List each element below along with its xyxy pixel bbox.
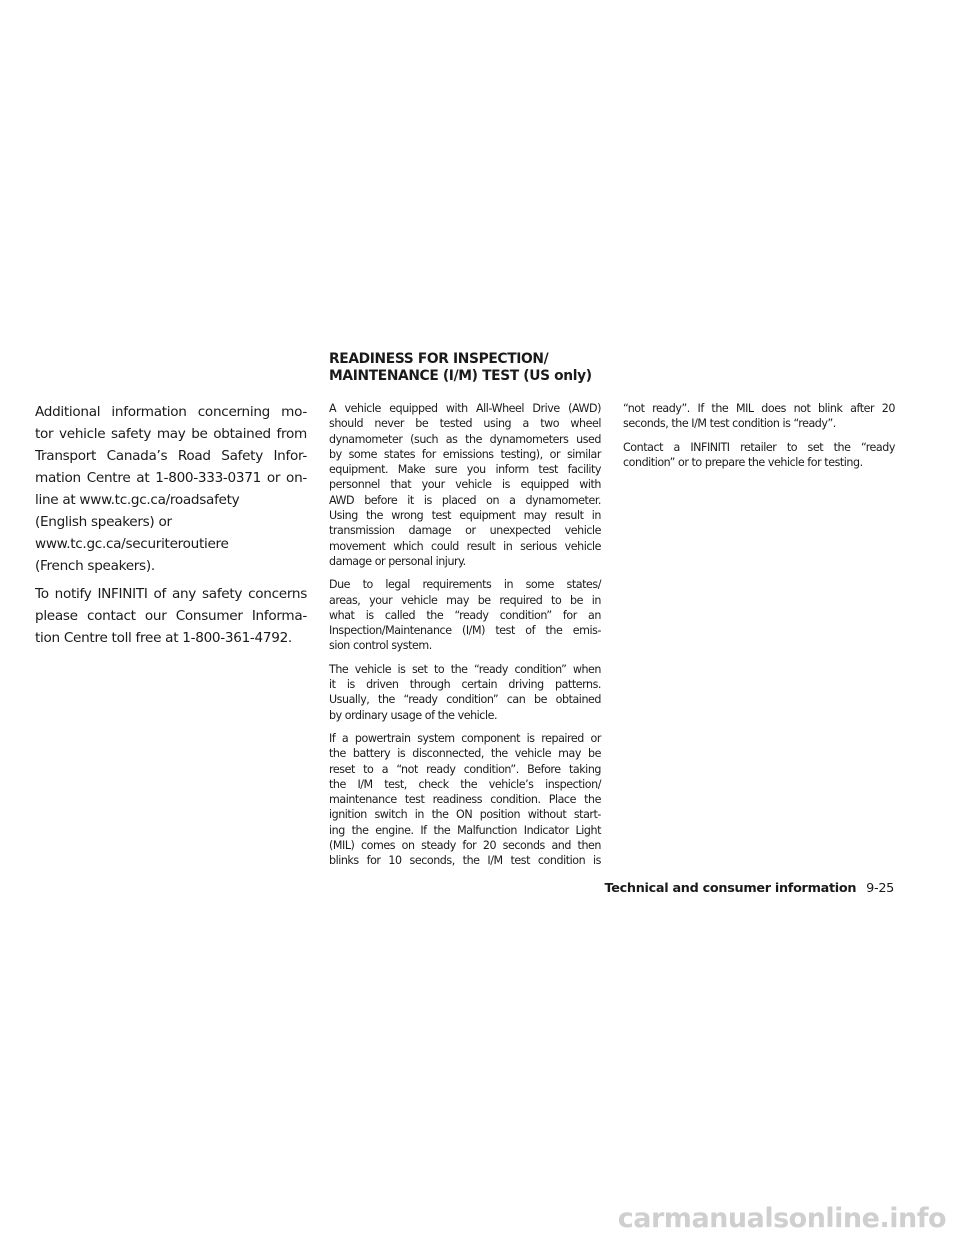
- left-column: [35, 401, 307, 655]
- paragraph-awd-warning: [329, 401, 601, 569]
- text-line: the I/M test, check the vehicle’s inspection/: [329, 777, 601, 791]
- text-line: sion control system.: [329, 639, 432, 653]
- text-line: ing the engine. If the Malfunction Indicator Light: [329, 823, 601, 837]
- text-line: Inspection/Maintenance (I/M) test of the emis-: [329, 624, 601, 638]
- text-line: Transport Canada’s Road Safety Infor-: [35, 448, 307, 464]
- paragraph-mil-status: [623, 401, 895, 432]
- footer-section-title: Technical and consumer information: [604, 881, 857, 896]
- text-line: condition” or to prepare the vehicle for testing.: [623, 455, 863, 469]
- paragraph-contact-retailer: [623, 440, 895, 471]
- text-line: it is driven through certain driving patterns.: [329, 678, 601, 692]
- text-line: damage or personal injury.: [329, 554, 466, 568]
- text-line: Due to legal requirements in some states/: [329, 578, 601, 592]
- text-line: by ordinary usage of the vehicle.: [329, 708, 498, 722]
- text-line: Using the wrong test equipment may result in: [329, 509, 601, 523]
- text-line: reset to a “not ready condition”. Before taking: [329, 762, 601, 776]
- text-line: transmission damage or unexpected vehicle: [329, 524, 601, 538]
- text-line: “not ready”. If the MIL does not blink after 20: [623, 402, 895, 415]
- text-line: should never be tested using a two wheel: [329, 417, 601, 431]
- text-line: line at www.tc.gc.ca/roadsafety: [35, 492, 240, 508]
- text-line: maintenance test readiness condition. Place the: [329, 793, 601, 807]
- text-line: (MIL) comes on steady for 20 seconds and then: [329, 839, 601, 853]
- section-heading-line-2: MAINTENANCE (I/M) TEST (US only): [329, 368, 592, 384]
- text-line: mation Centre at 1-800-333-0371 or on-: [35, 470, 307, 486]
- paragraph-ready-condition: [329, 662, 601, 723]
- text-line: A vehicle equipped with All-Wheel Drive (AWD): [329, 402, 601, 415]
- text-line: ignition switch in the ON position without start-: [329, 808, 601, 822]
- text-line: Contact a INFINITI retailer to set the “ready: [623, 440, 895, 454]
- paragraph-notify-infiniti: [35, 583, 307, 649]
- text-line: (French speakers).: [35, 558, 155, 574]
- text-line: what is called the “ready condition” for an: [329, 608, 601, 622]
- page-footer: [600, 881, 894, 897]
- section-heading-line-1: READINESS FOR INSPECTION/: [329, 351, 549, 367]
- text-line: personnel that your vehicle is equipped with: [329, 478, 601, 492]
- text-line: The vehicle is set to the “ready condition” when: [329, 662, 601, 676]
- text-line: please contact our Consumer Informa-: [35, 608, 307, 624]
- text-line: the battery is disconnected, the vehicle may be: [329, 747, 601, 761]
- text-line: dynamometer (such as the dynamometers used: [329, 432, 601, 446]
- text-line: To notify INFINITI of any safety concerns: [35, 586, 307, 602]
- text-line: AWD before it is placed on a dynamometer.: [329, 493, 601, 507]
- text-line: areas, your vehicle may be required to be in: [329, 593, 601, 607]
- text-line: (English speakers) or: [35, 514, 172, 530]
- middle-column: [329, 401, 601, 877]
- text-line: seconds, the I/M test condition is “ready”.: [623, 417, 836, 431]
- text-line: Usually, the “ready condition” can be obtained: [329, 693, 601, 707]
- text-line: movement which could result in serious vehicle: [329, 539, 601, 553]
- text-line: blinks for 10 seconds, the I/M test condition is: [329, 854, 601, 868]
- paragraph-powertrain-repair: [329, 731, 601, 869]
- text-line: tor vehicle safety may be obtained from: [35, 426, 307, 442]
- section-heading: [329, 351, 629, 385]
- text-line: by some states for emissions testing), or similar: [329, 447, 601, 461]
- text-line: If a powertrain system component is repaired or: [329, 731, 601, 745]
- watermark: carmanualsonline.info: [617, 1203, 946, 1234]
- paragraph-additional-info: [35, 401, 307, 577]
- right-column: [623, 401, 895, 478]
- page-number: 9-25: [866, 881, 894, 896]
- text-line: Additional information concerning mo-: [35, 404, 307, 420]
- text-line: tion Centre toll free at 1-800-361-4792.: [35, 630, 292, 646]
- text-line: equipment. Make sure you inform test facility: [329, 463, 601, 477]
- text-line: www.tc.gc.ca/securiteroutiere: [35, 536, 229, 552]
- paragraph-legal-requirements: [329, 577, 601, 653]
